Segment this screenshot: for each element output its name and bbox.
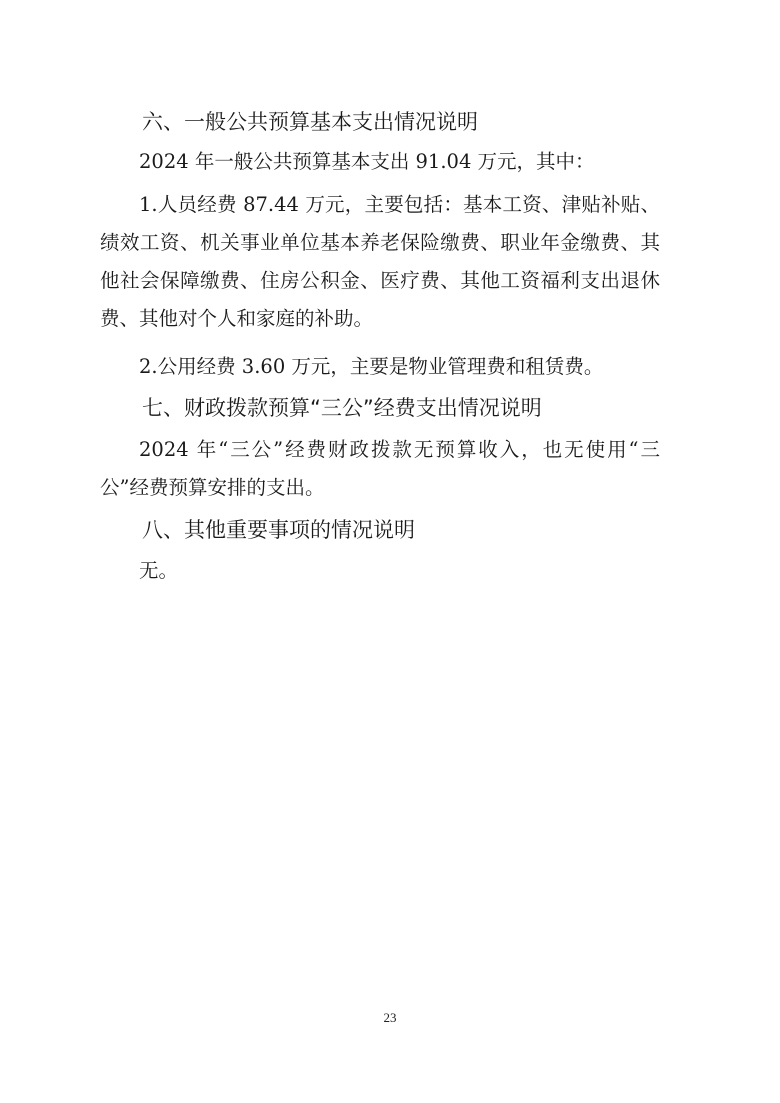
section-7-body: 2024 年“三公”经费财政拨款无预算收入，也无使用“三公”经费预算安排的支出。 [100, 438, 660, 499]
section-6-intro: 2024 年一般公共预算基本支出 91.04 万元，其中： [139, 150, 595, 173]
section-6-item-2: 2.公用经费 3.60 万元，主要是物业管理费和租赁费。 [139, 355, 604, 378]
section-8-body: 无。 [139, 559, 179, 582]
section-8-heading: 八、其他重要事项的情况说明 [142, 518, 415, 542]
section-6-item-1: 1.人员经费 87.44 万元，主要包括：基本工资、津贴补贴、绩效工资、机关事业单位基本养老保险缴费、职业年金缴费、其他社会保障缴费、住房公积金、医疗费、其他工资福利支出退休费、其他对个人和家庭的补助。 [100, 193, 660, 330]
page-number: 23 [383, 1010, 397, 1025]
section-7-heading: 七、财政拨款预算“三公”经费支出情况说明 [142, 396, 542, 420]
section-6-heading: 六、一般公共预算基本支出情况说明 [142, 110, 478, 134]
